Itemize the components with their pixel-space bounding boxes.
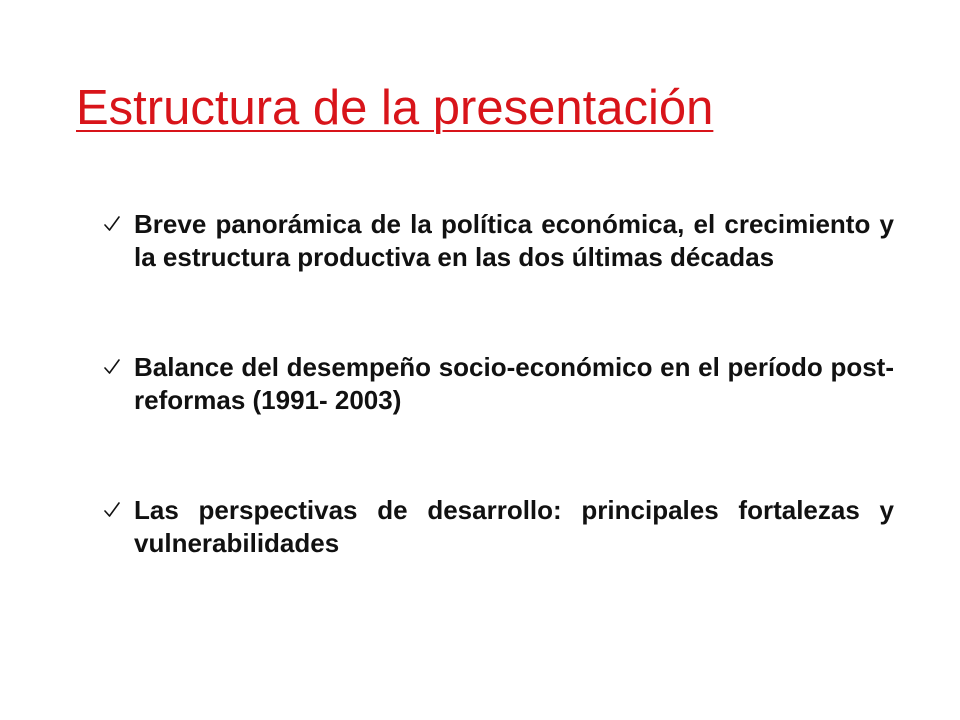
check-icon [104, 501, 120, 519]
check-icon [104, 215, 120, 233]
bullet-text: Balance del desempeño socio-económico en el período post- reformas (1991- 2003) [134, 352, 894, 415]
slide-title: Estructura de la presentación [76, 81, 714, 135]
bullet-text: Breve panorámica de la política económica, el crecimiento y la estructura productiva en las dos últimas décadas [134, 209, 894, 272]
bullet-item-2 [104, 351, 894, 417]
check-icon [104, 358, 120, 376]
bullet-text: Las perspectivas de desarrollo: principales fortalezas y vulnerabilidades [134, 495, 894, 558]
bullet-item-1 [104, 208, 894, 274]
bullet-item-3 [104, 494, 894, 560]
bullet-list [104, 208, 894, 560]
